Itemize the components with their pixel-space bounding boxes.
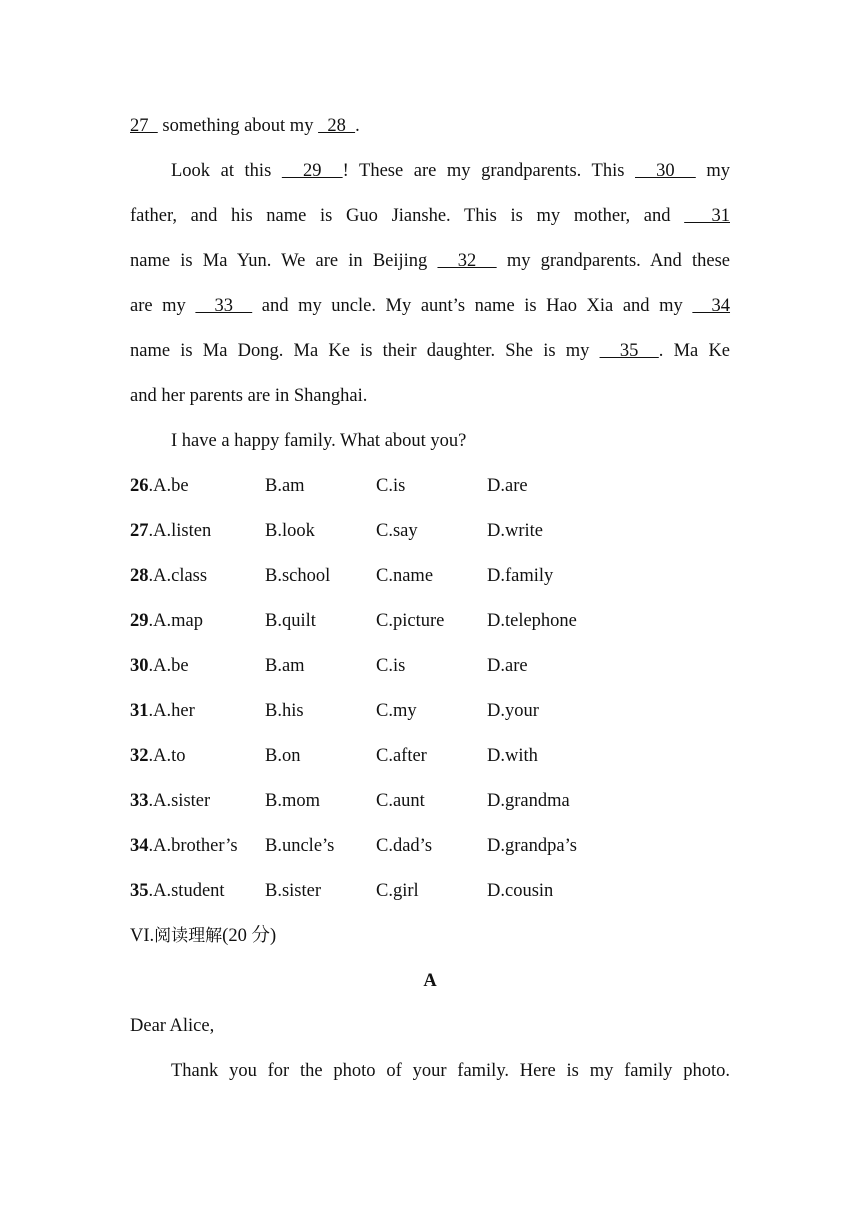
passage-text: are my (130, 296, 196, 316)
blank-35: 35 (599, 341, 659, 361)
passage-line-2 (171, 149, 730, 194)
passage-line-6 (130, 329, 730, 374)
option-a (130, 734, 186, 779)
option-a-text: .A.brother’s (148, 836, 238, 856)
blank-29: 29 (281, 161, 343, 181)
letter-first-line: Thank you for the photo of your family. Here is my family photo. (171, 1061, 730, 1081)
passage-line-8: I have a happy family. What about you? (171, 431, 467, 451)
question-number: 33 (130, 791, 149, 811)
passage-text: my (695, 161, 730, 181)
passage-text: . (355, 116, 360, 136)
option-d: D.grandma (487, 791, 570, 811)
option-d: D.family (487, 566, 554, 586)
section-points: (20 分) (222, 926, 277, 946)
passage-text: ! These are my grandparents. This (342, 161, 635, 181)
option-b: B.am (265, 656, 305, 676)
option-a-text: .A.to (148, 746, 186, 766)
passage-text: and my uncle. My aunt’s name is Hao Xia and my (252, 296, 693, 316)
question-number: 29 (130, 611, 149, 631)
blank-32: 32 (437, 251, 497, 271)
section-name: 阅读理解 (154, 926, 223, 946)
letter-greeting: Dear Alice, (130, 1016, 215, 1036)
blank-28: 28 (318, 116, 356, 136)
passage-text: something about my (157, 116, 319, 136)
option-a (130, 464, 189, 509)
option-b: B.on (265, 746, 301, 766)
passage-text: father, and his name is Guo Jianshe. This is my mother, and (130, 206, 685, 226)
option-b: B.his (265, 701, 304, 721)
option-d: D.are (487, 656, 528, 676)
passage-line-5 (130, 284, 730, 329)
question-number: 30 (130, 656, 149, 676)
option-a-text: .A.sister (148, 791, 211, 811)
option-a (130, 779, 210, 824)
question-number: 27 (130, 521, 149, 541)
option-d: D.cousin (487, 881, 554, 901)
option-c: C.aunt (376, 791, 425, 811)
option-c: C.say (376, 521, 418, 541)
question-number: 31 (130, 701, 149, 721)
option-a (130, 689, 195, 734)
passage-line-7: and her parents are in Shanghai. (130, 386, 368, 406)
option-a (130, 869, 225, 914)
reading-heading: A (423, 971, 437, 991)
option-c: C.is (376, 656, 406, 676)
option-a (130, 509, 211, 554)
question-number: 35 (130, 881, 149, 901)
question-number: 34 (130, 836, 149, 856)
section-title (130, 914, 276, 959)
option-c: C.my (376, 701, 417, 721)
blank-33: 33 (195, 296, 253, 316)
question-number: 26 (130, 476, 149, 496)
option-b: B.mom (265, 791, 320, 811)
blank-34: 34 (692, 296, 731, 316)
option-d: D.are (487, 476, 528, 496)
passage-text: . Ma Ke (658, 341, 731, 361)
option-d: D.with (487, 746, 538, 766)
option-a (130, 644, 189, 689)
passage-line-4 (130, 239, 730, 284)
option-c: C.picture (376, 611, 445, 631)
blank-30: 30 (635, 161, 696, 181)
section-roman: VI. (130, 926, 155, 946)
option-d: D.telephone (487, 611, 577, 631)
question-number: 28 (130, 566, 149, 586)
option-a-text: .A.be (148, 656, 189, 676)
blank-27: 27 (130, 116, 158, 136)
option-b: B.school (265, 566, 331, 586)
passage-text: Look at this (171, 161, 282, 181)
option-c: C.girl (376, 881, 419, 901)
passage-line-1 (130, 104, 730, 149)
option-a (130, 824, 238, 869)
option-b: B.look (265, 521, 315, 541)
option-a (130, 554, 207, 599)
passage-text: my grandparents. And these (496, 251, 730, 271)
option-b: B.am (265, 476, 305, 496)
option-a-text: .A.student (148, 881, 225, 901)
option-d: D.write (487, 521, 543, 541)
option-d: D.your (487, 701, 539, 721)
blank-31: 31 (684, 206, 730, 226)
option-b: B.quilt (265, 611, 316, 631)
option-a-text: .A.map (148, 611, 203, 631)
option-b: B.uncle’s (265, 836, 335, 856)
option-a-text: .A.her (148, 701, 195, 721)
option-b: B.sister (265, 881, 322, 901)
option-a-text: .A.class (148, 566, 208, 586)
option-a-text: .A.listen (148, 521, 212, 541)
option-c: C.dad’s (376, 836, 433, 856)
option-a-text: .A.be (148, 476, 189, 496)
option-a (130, 599, 203, 644)
option-d: D.grandpa’s (487, 836, 577, 856)
option-c: C.is (376, 476, 406, 496)
option-c: C.name (376, 566, 434, 586)
option-c: C.after (376, 746, 427, 766)
passage-text: name is Ma Dong. Ma Ke is their daughter. She is my (130, 341, 600, 361)
question-number: 32 (130, 746, 149, 766)
passage-text: name is Ma Yun. We are in Beijing (130, 251, 438, 271)
passage-line-3 (130, 194, 730, 239)
